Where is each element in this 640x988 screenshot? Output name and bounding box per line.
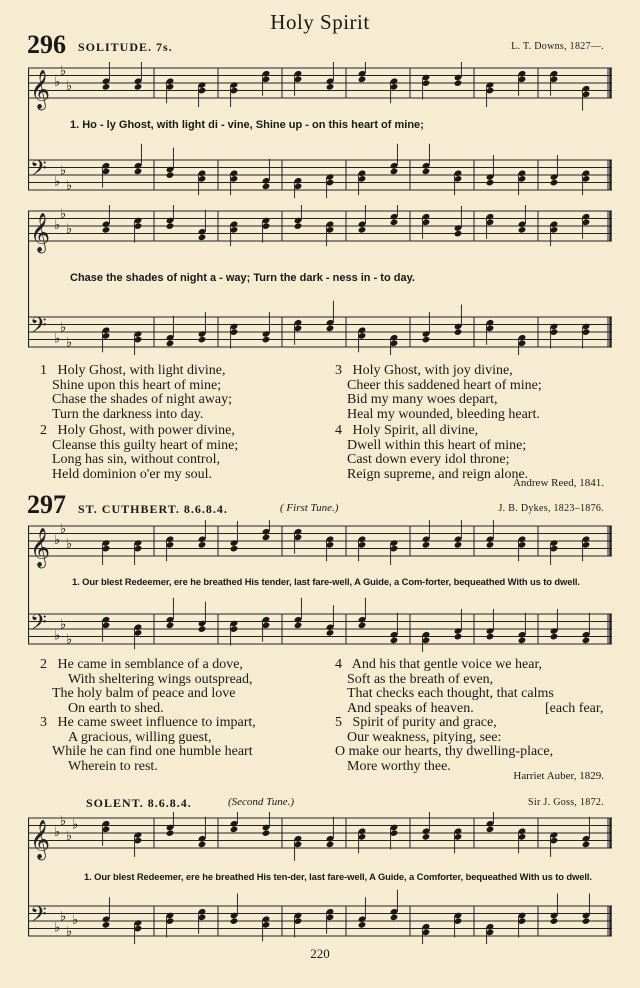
verse-line: And speaks of heaven. — [347, 700, 474, 716]
flat-sign-icon: ♭ — [66, 632, 73, 648]
treble-clef-icon: 𝄞 — [30, 819, 51, 860]
tune-name: ST. CUTHBERT. 8.6.8.4. — [78, 502, 228, 516]
verse-line: With sheltering wings outspread, — [68, 671, 253, 687]
verse-line: Shine upon this heart of mine; — [52, 377, 222, 393]
treble-clef-icon: 𝄞 — [30, 212, 51, 253]
verse-line: Bid my many woes depart, — [347, 392, 498, 408]
verse-line: Cleanse this guilty heart of mine; — [52, 437, 239, 453]
author: Andrew Reed, 1841. — [512, 477, 604, 489]
section-title: Holy Spirit — [270, 10, 370, 34]
bass-clef-icon: 𝄢 — [30, 610, 47, 641]
verse-number: 3 — [335, 363, 342, 378]
lyric-line: 1. Our blest Redeemer, ere he breathed His ten-der, last fare-well, A Guide, a Comforter, bequeathed With us to dwell. — [84, 871, 592, 882]
flat-sign-icon: ♭ — [54, 825, 61, 840]
flat-sign-icon: ♭ — [72, 913, 79, 928]
flat-sign-icon: ♭ — [66, 178, 73, 194]
verse-line: Long has sin, without control, — [52, 452, 220, 468]
verse-line: Held dominion o'er my soul. — [52, 466, 213, 482]
composer: J. B. Dykes, 1823–1876. — [498, 503, 604, 514]
flat-sign-icon: ♭ — [60, 163, 67, 179]
bass-clef-icon: 𝄢 — [30, 902, 47, 933]
flat-sign-icon: ♭ — [66, 924, 73, 940]
verse-4 — [335, 658, 554, 716]
verse-2 — [40, 658, 253, 716]
treble-clef-icon: 𝄞 — [30, 69, 51, 110]
treble-clef-icon: 𝄞 — [30, 527, 51, 568]
composer: L. T. Downs, 1827—. — [511, 41, 604, 52]
verse-line: Spirit of purity and grace, — [352, 715, 497, 730]
flat-sign-icon: ♭ — [60, 320, 67, 336]
flat-sign-icon: ♭ — [54, 533, 61, 548]
verse-line: He came sweet influence to impart, — [57, 715, 256, 730]
verse-line: Soft as the breath of even, — [347, 671, 494, 687]
verse-line: Holy Spirit, all divine, — [352, 423, 479, 438]
flat-sign-icon: ♭ — [66, 335, 73, 351]
verse-line: The holy balm of peace and love — [52, 686, 236, 702]
flat-sign-icon: ♭ — [54, 75, 61, 90]
verse-number: 1 — [40, 363, 47, 378]
flat-sign-icon: ♭ — [60, 63, 67, 79]
verse-line: That checks each thought, that calms — [347, 686, 554, 702]
verse-number: 4 — [335, 657, 342, 672]
verse-line: Holy Ghost, with light divine, — [57, 363, 226, 378]
lyric-line: 1. Ho - ly Ghost, with light di - vine, Shine up - on this heart of mine; — [70, 119, 424, 131]
tune-note: ( First Tune.) — [280, 502, 339, 514]
flat-sign-icon: ♭ — [60, 909, 67, 925]
verse-line: On earth to shed. — [68, 700, 164, 716]
verse-line: Holy Ghost, with power divine, — [57, 423, 235, 438]
composer: Sir J. Goss, 1872. — [528, 797, 604, 808]
flat-sign-icon: ♭ — [66, 78, 73, 94]
verse-line: O make our hearts, thy dwelling-place, — [335, 744, 554, 760]
verse-number: 2 — [40, 423, 47, 438]
tune-name: SOLITUDE. 7s. — [78, 40, 173, 54]
flat-sign-icon: ♭ — [66, 221, 73, 237]
verse-line: Dwell within this heart of mine; — [347, 437, 527, 453]
verse-line: Chase the shades of night away; — [52, 392, 233, 408]
verse-line: Holy Ghost, with joy divine, — [352, 363, 513, 378]
bass-clef-icon: 𝄢 — [30, 313, 47, 344]
flat-sign-icon: ♭ — [60, 813, 67, 829]
tune-note: (Second Tune.) — [228, 796, 294, 808]
lyric-line: 1. Our blest Redeemer, ere he breathed His tender, last fare-well, A Guide, a Com-forter, bequeathed With us to dwell. — [72, 576, 580, 587]
flat-sign-icon: ♭ — [54, 920, 61, 936]
flat-sign-icon: ♭ — [54, 218, 61, 233]
verse-1 — [40, 364, 232, 422]
flat-sign-icon: ♭ — [66, 828, 73, 844]
verse-number: 5 — [335, 715, 342, 730]
verse-5 — [335, 716, 553, 774]
lyric-line: Chase the shades of night a - way; Turn the dark - ness in - to day. — [70, 272, 415, 284]
verse-3 — [40, 716, 256, 774]
hymn-number: 296 — [27, 30, 66, 59]
flat-sign-icon: ♭ — [54, 628, 61, 644]
page-number: 220 — [310, 946, 330, 961]
flat-sign-icon: ♭ — [72, 817, 79, 833]
verse-line: Heal my wounded, bleeding heart. — [347, 406, 540, 422]
verse-line: A gracious, willing guest, — [68, 729, 212, 745]
author: Harriet Auber, 1829. — [513, 770, 604, 782]
verse-line: Cheer this saddened heart of mine; — [347, 377, 542, 393]
verse-line: More worthy thee. — [347, 758, 451, 774]
bass-clef-icon: 𝄢 — [30, 156, 47, 187]
verse-line: Turn the darkness into day. — [52, 406, 204, 422]
verse-line: While he can find one humble heart — [52, 744, 253, 760]
flat-sign-icon: ♭ — [60, 617, 67, 633]
verse-line: He came in semblance of a dove, — [57, 657, 243, 672]
verse-number: 3 — [40, 715, 47, 730]
tune-name: SOLENT. 8.6.8.4. — [86, 796, 192, 810]
flat-sign-icon: ♭ — [60, 521, 67, 537]
hymn-number: 297 — [27, 490, 66, 519]
verse-line: Cast down every idol throne; — [347, 452, 510, 468]
verse-3 — [335, 364, 542, 422]
verse-line-overflow: [each fear, — [545, 701, 604, 716]
flat-sign-icon: ♭ — [66, 536, 73, 552]
verse-2 — [40, 424, 238, 482]
verse-number: 2 — [40, 657, 47, 672]
verse-4 — [335, 424, 528, 482]
verse-line: And his that gentle voice we hear, — [351, 657, 543, 672]
flat-sign-icon: ♭ — [54, 331, 61, 347]
verse-line: Reign supreme, and reign alone. — [347, 466, 529, 482]
flat-sign-icon: ♭ — [54, 174, 61, 190]
verse-number: 4 — [335, 423, 342, 438]
flat-sign-icon: ♭ — [60, 206, 67, 222]
verse-line: Wherein to rest. — [68, 758, 158, 774]
verse-line: Our weakness, pitying, see: — [347, 729, 502, 745]
